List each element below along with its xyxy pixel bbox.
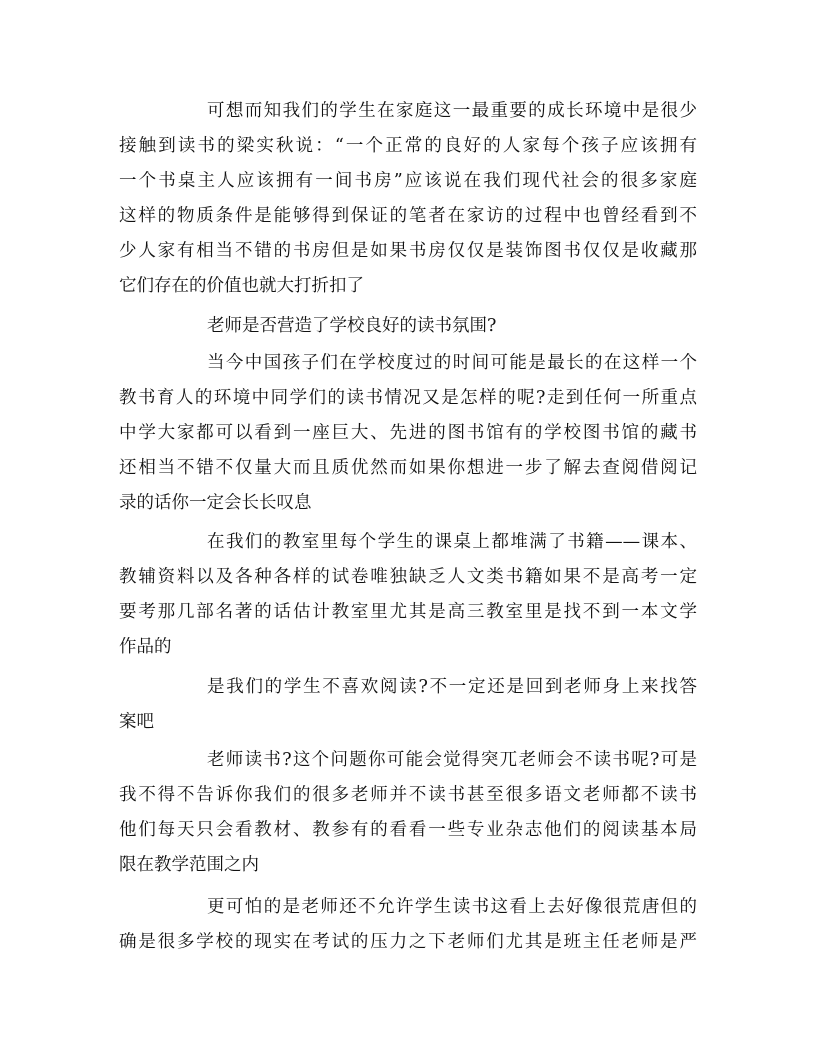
text-line: 我不得不告诉你我们的很多老师并不读书甚至很多语文老师都不读书 — [119, 785, 697, 805]
text-line: 一个书桌主人应该拥有一间书房”应该说在我们现代社会的很多家庭 — [119, 171, 697, 191]
text-line: 可想而知我们的学生在家庭这一最重要的成长环境中是很少 — [207, 101, 697, 121]
text-line: 确是很多学校的现实在考试的压力之下老师们尤其是班主任老师是严 — [119, 932, 697, 952]
text-line: 录的话你一定会长长叹息 — [119, 493, 312, 513]
text-line: 少人家有相当不错的书房但是如果书房仅仅是装饰图书仅仅是收藏那 — [119, 241, 697, 261]
text-line: 在我们的教室里每个学生的课桌上都堆满了书籍——课本、 — [207, 532, 697, 552]
paragraph-classroom-books — [119, 525, 697, 665]
paragraph-section-question — [119, 309, 697, 344]
text-line: 中学大家都可以看到一座巨大、先进的图书馆有的学校图书馆的藏书 — [119, 423, 697, 443]
paragraph-teachers-forbid — [119, 890, 697, 960]
paragraph-students-reading — [119, 670, 697, 740]
paragraph-school-library — [119, 346, 697, 521]
text-line: 这样的物质条件是能够得到保证的笔者在家访的过程中也曾经看到不 — [119, 206, 697, 226]
text-line: 是我们的学生不喜欢阅读?不一定还是回到老师身上来找答 — [207, 677, 697, 697]
text-line: 更可怕的是老师还不允许学生读书这看上去好像很荒唐但的 — [207, 897, 697, 917]
text-line: 案吧 — [119, 712, 154, 732]
text-line: 他们每天只会看教材、教参有的看看一些专业杂志他们的阅读基本局 — [119, 820, 697, 840]
text-line: 教书育人的环境中同学们的读书情况又是怎样的呢?走到任何一所重点 — [119, 388, 697, 408]
text-line: 它们存在的价值也就大打折扣了 — [119, 276, 364, 296]
text-line: 老师读书?这个问题你可能会觉得突兀老师会不读书呢?可是 — [207, 750, 697, 770]
text-line: 要考那几部名著的话估计教室里尤其是高三教室里是找不到一本文学 — [119, 602, 697, 622]
text-line: 限在教学范围之内 — [119, 855, 259, 875]
text-line: 教辅资料以及各种各样的试卷唯独缺乏人文类书籍如果不是高考一定 — [119, 567, 697, 587]
text-line: 接触到读书的梁实秋说：“一个正常的良好的人家每个孩子应该拥有 — [119, 136, 697, 156]
text-line: 当今中国孩子们在学校度过的时间可能是最长的在这样一个 — [207, 353, 697, 373]
section-question: 老师是否营造了学校良好的读书氛围? — [207, 316, 497, 336]
text-line: 作品的 — [119, 637, 172, 657]
paragraph-teachers-reading — [119, 743, 697, 883]
text-line: 还相当不错不仅量大而且质优然而如果你想进一步了解去查阅借阅记 — [119, 458, 697, 478]
paragraph-family-reading — [119, 94, 697, 304]
